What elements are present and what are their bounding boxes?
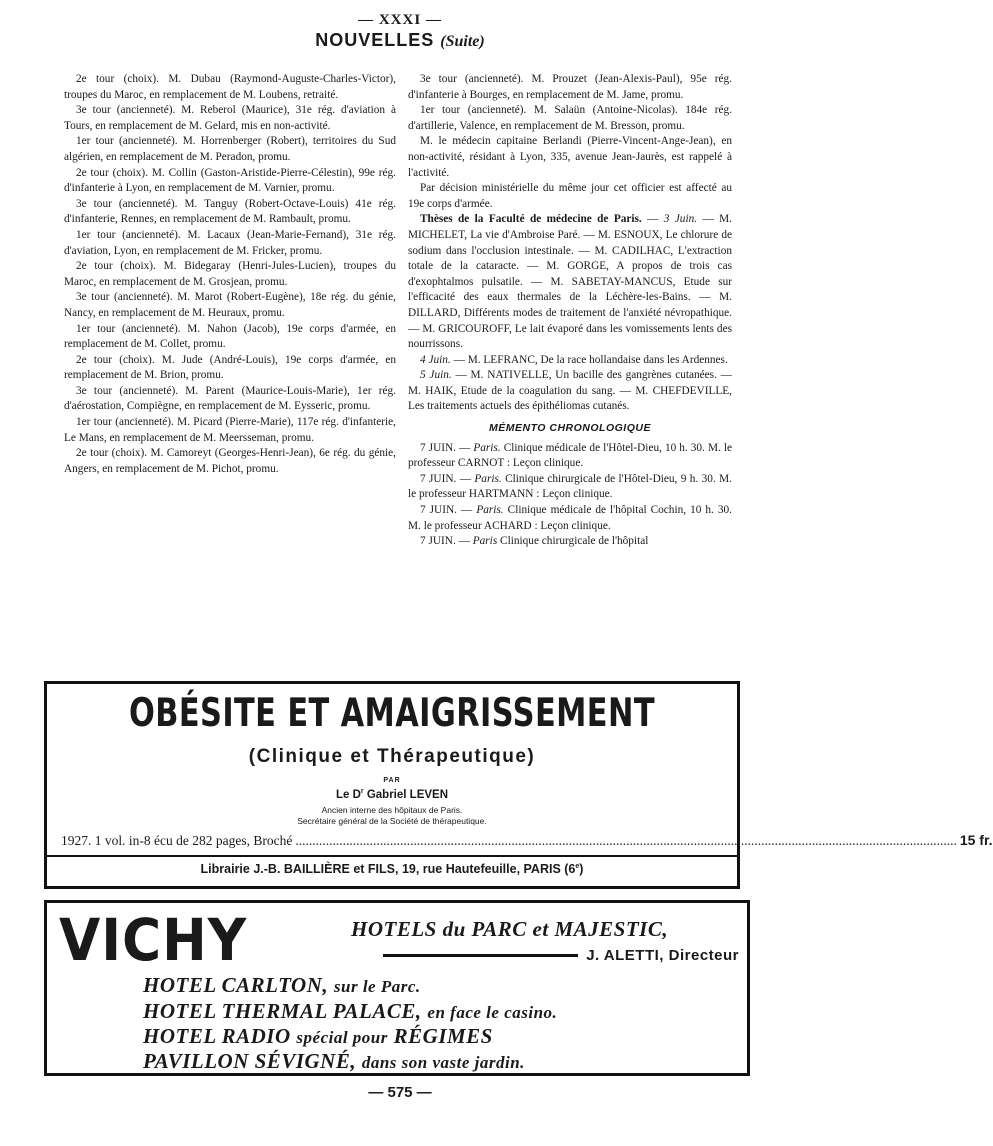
- author-sup: r: [360, 788, 364, 795]
- author-credential-2: Secrétaire général de la Société de thérapeutique.: [297, 816, 487, 826]
- theses-paragraph: [408, 368, 732, 415]
- memento-item: 7 JUIN. — Paris. Clinique médicale de l'Hôtel-Dieu, 10 h. 30. M. le professeur CARNOT : Leçon clinique.: [408, 441, 732, 470]
- paragraph: 1er tour (ancienneté). M. Lacaux (Jean-Marie-Fernand), 31e rég. d'aviation, Lyon, en remplacement de M. Fricker, promu.: [64, 228, 396, 257]
- hotel-line: [143, 1024, 493, 1049]
- hotel-desc: sur le Parc.: [333, 977, 421, 996]
- paragraph: 1er tour (ancienneté). M. Picard (Pierre-Marie), 117e rég. d'infanterie, Le Mans, en remplacement de M. Meersseman, promu.: [64, 416, 396, 444]
- hotels-heading: HOTELS du PARC et MAJESTIC,: [351, 917, 669, 941]
- paragraph: 2e tour (choix). M. Dubau (Raymond-Auguste-Charles-Victor), troupes du Maroc, en remplacement de M. Loubens, retraité.: [64, 73, 396, 101]
- hotel-end: RÉGIMES: [393, 1024, 493, 1048]
- director-rule: [383, 954, 578, 957]
- theses-text: — M. NATIVELLE, Un bacille des gangrènes cutanées. — M. HAIK, Etude de la coagulation du sang. — M. CHEFDEVILLE, Les traitements actuels des épithéliomas cutanés.: [408, 369, 732, 413]
- memento-item: 7 JUIN. — Paris Clinique chirurgicale de l'hôpital: [420, 535, 649, 548]
- page-header: [0, 12, 800, 51]
- paragraph: 3e tour (ancienneté). M. Prouzet (Jean-Alexis-Paul), 95e rég. d'infanterie à Bourges, en remplacement de M. Jame, promu.: [408, 73, 732, 101]
- director-row: [383, 947, 739, 964]
- hotel-desc: dans son vaste jardin.: [361, 1053, 525, 1072]
- author-prefix: Le D: [335, 788, 361, 801]
- section-title: [0, 30, 800, 51]
- paragraph: 3e tour (ancienneté). M. Reberol (Maurice), 31e rég. d'aviation à Tours, en remplacement de M. Gelard, mis en non-activité.: [64, 104, 396, 132]
- book-advertisement: [44, 681, 993, 889]
- section-title-text: NOUVELLES: [315, 30, 435, 50]
- book-author: [47, 788, 737, 801]
- memento-city: Paris.: [473, 441, 501, 454]
- theses-paragraph: Thèses de la Faculté de médecine de Paris. — 3 Juin. — M. MICHELET, La vie d'Ambroise Paré. — M. ESNOUX, Le chlorure de sodium dans l'occlusion intestinale. — M. CADILHAC, L'extraction totale de la cataracte. — M. GORGE, A propos de trois cas d'exophtalmos pulsatile. — M. SABETAY-MANCUS, Etude sur l'efficacité des eaux thermales de la Léchère-les-Bains. — M. DILLARD, Différents modes de traitement de l'anxiété névropathique. — M. GRICOUROFF, Le lait évaporé dans les vomissements lents des nourrissons.: [408, 213, 732, 351]
- paragraph: 1er tour (ancienneté). M. Horrenberger (Robert), territoires du Sud algérien, en remplacement de M. Peradon, promu.: [64, 135, 396, 163]
- memento-date: 7 JUIN.: [420, 441, 456, 454]
- publisher-sup: e: [575, 862, 580, 870]
- theses-paragraph: [408, 353, 732, 369]
- page-number: — 575 —: [368, 1084, 432, 1101]
- book-title: OBÉSITE ET AMAIGRISSEMENT: [129, 691, 655, 736]
- divider: [47, 855, 737, 857]
- paragraph: 1er tour (ancienneté). M. Nahon (Jacob), 19e corps d'armée, en remplacement de M. Collet, promu.: [64, 322, 396, 351]
- memento-text: Clinique médicale de l'hôpital Cochin, 10 h. 30. M. le professeur ACHARD : Leçon clinique.: [408, 504, 733, 532]
- leader-dots: ....................................................................................................................................................................................................: [295, 833, 957, 848]
- memento-text: Clinique médicale de l'Hôtel-Dieu, 10 h. 30. M. le professeur CARNOT : Leçon clinique.: [408, 441, 732, 470]
- theses-heading: Thèses de la Faculté de médecine de Paris.: [420, 213, 642, 226]
- vichy-title: VICHY: [59, 906, 248, 974]
- theses-date: 4 Juin.: [420, 353, 451, 366]
- hotel-name: HOTEL CARLTON,: [143, 973, 329, 997]
- memento-text: Clinique chirurgicale de l'hôpital: [500, 535, 649, 548]
- hotel-desc: en face le casino.: [427, 1003, 558, 1022]
- book-description: 1927. 1 vol. in-8 écu de 282 pages, Broché: [61, 833, 293, 848]
- memento-city: Paris: [472, 535, 498, 548]
- memento-text: Clinique chirurgicale de l'Hôtel-Dieu, 9 h. 30. M. le professeur HARTMANN : Leçon clinique.: [408, 472, 732, 501]
- hotel-name: HOTEL THERMAL PALACE,: [143, 999, 422, 1023]
- left-column: [64, 72, 396, 477]
- hotel-line: [143, 973, 421, 998]
- paragraph: Par décision ministérielle du même jour cet officier est affecté au 19e corps d'armée.: [408, 182, 732, 210]
- section-title-suite: (Suite): [440, 33, 485, 50]
- vichy-advertisement: [44, 900, 750, 1076]
- publisher-text: Librairie J.-B. BAILLIÈRE et FILS, 19, rue Hautefeuille, PARIS (6: [200, 862, 576, 876]
- memento-date: 7 JUIN.: [420, 472, 457, 485]
- paragraph: 2e tour (choix). M. Camoreyt (Georges-Henri-Jean), 6e rég. du génie, Angers, en remplacement de M. Pichot, promu.: [64, 447, 396, 475]
- paragraph: 2e tour (choix). M. Bidegaray (Henri-Jules-Lucien), troupes du Maroc, en remplacement de M. Grosjean, promu.: [64, 260, 396, 288]
- memento-item: 7 JUIN. — Paris. Clinique médicale de l'hôpital Cochin, 10 h. 30. M. le professeur ACHARD : Leçon clinique.: [408, 504, 733, 532]
- paragraph: 3e tour (ancienneté). M. Marot (Robert-Eugène), 18e rég. du génie, Nancy, en remplacement de M. Heuraux, promu.: [64, 291, 396, 319]
- publisher-end: ): [579, 862, 584, 876]
- paragraph: 2e tour (choix). M. Jude (André-Louis), 19e corps d'armée, en remplacement de M. Brion, promu.: [64, 353, 396, 382]
- memento-city: Paris.: [474, 472, 502, 485]
- paragraph: 2e tour (choix). M. Collin (Gaston-Aristide-Pierre-Célestin), 99e rég. d'infanterie à Lyon, en remplacement de M. Varnier, promu.: [64, 166, 396, 195]
- director-name: J. ALETTI, Directeur: [586, 947, 739, 964]
- author-credential-1: Ancien interne des hôpitaux de Paris.: [321, 805, 463, 815]
- hotel-name: PAVILLON SÉVIGNÉ,: [143, 1049, 357, 1073]
- hotel-line: [143, 1049, 525, 1074]
- right-column: [408, 72, 732, 550]
- memento-date: 7 JUIN.: [420, 504, 457, 517]
- roman-page-numeral: — XXXI —: [358, 12, 442, 28]
- book-price: 15 fr.: [959, 832, 993, 848]
- memento-city: Paris.: [476, 504, 504, 517]
- memento-item: 7 JUIN. — Paris. Clinique chirurgicale de l'Hôtel-Dieu, 9 h. 30. M. le professeur HARTMANN : Leçon clinique.: [408, 472, 732, 501]
- hotel-line: [143, 999, 557, 1024]
- paragraph: 1er tour (ancienneté). M. Salaün (Antoine-Nicolas). 184e rég. d'artillerie, Valence, en remplacement de M. Bresson, promu.: [408, 104, 732, 132]
- hotel-name: HOTEL RADIO: [143, 1024, 291, 1048]
- memento-heading: MÉMENTO CHRONOLOGIQUE: [489, 422, 651, 435]
- paragraph: M. le médecin capitaine Berlandi (Pierre-Vincent-Ange-Jean), en non-activité, résidant à Lyon, 335, avenue Jean-Jaurès, est rappelé à l'activité.: [408, 135, 732, 179]
- book-par: PAR: [383, 777, 401, 784]
- author-name: Gabriel LEVEN: [366, 788, 449, 801]
- memento-date: 7 JUIN.: [420, 535, 456, 548]
- paragraph: 3e tour (ancienneté). M. Tanguy (Robert-Octave-Louis) 41e rég. d'infanterie, Rennes, en remplacement de M. Rambault, promu.: [64, 197, 396, 226]
- paragraph: 3e tour (ancienneté). M. Parent (Maurice-Louis-Marie), 1er rég. d'aérostation, Compiègne, en remplacement de M. Eysseric, promu.: [64, 384, 396, 413]
- theses-text: — M. LEFRANC, De la race hollandaise dans les Ardennes.: [453, 353, 728, 366]
- publisher-line: [47, 862, 737, 876]
- book-subtitle: (Clinique et Thérapeutique): [248, 746, 536, 767]
- hotel-desc: spécial pour: [296, 1028, 388, 1047]
- theses-text: — M. MICHELET, La vie d'Ambroise Paré. — M. ESNOUX, Le chlorure de sodium dans l'occlusion intestinale. — M. CADILHAC, L'extraction totale de la cataracte. — M. GORGE, A propos de trois cas d'exophtalmos pulsatile. — M. SABETAY-MANCUS, Etude sur l'efficacité des eaux thermales de la Léchère-les-Bains. — M. DILLARD, Différents modes de traitement de l'anxiété névropathique. — M. GRICOUROFF, Le lait évaporé dans les vomissements lents des nourrissons.: [408, 213, 732, 351]
- theses-date: 5 Juin.: [420, 369, 452, 382]
- theses-date: 3 Juin.: [663, 213, 698, 226]
- book-price-row: [61, 832, 993, 849]
